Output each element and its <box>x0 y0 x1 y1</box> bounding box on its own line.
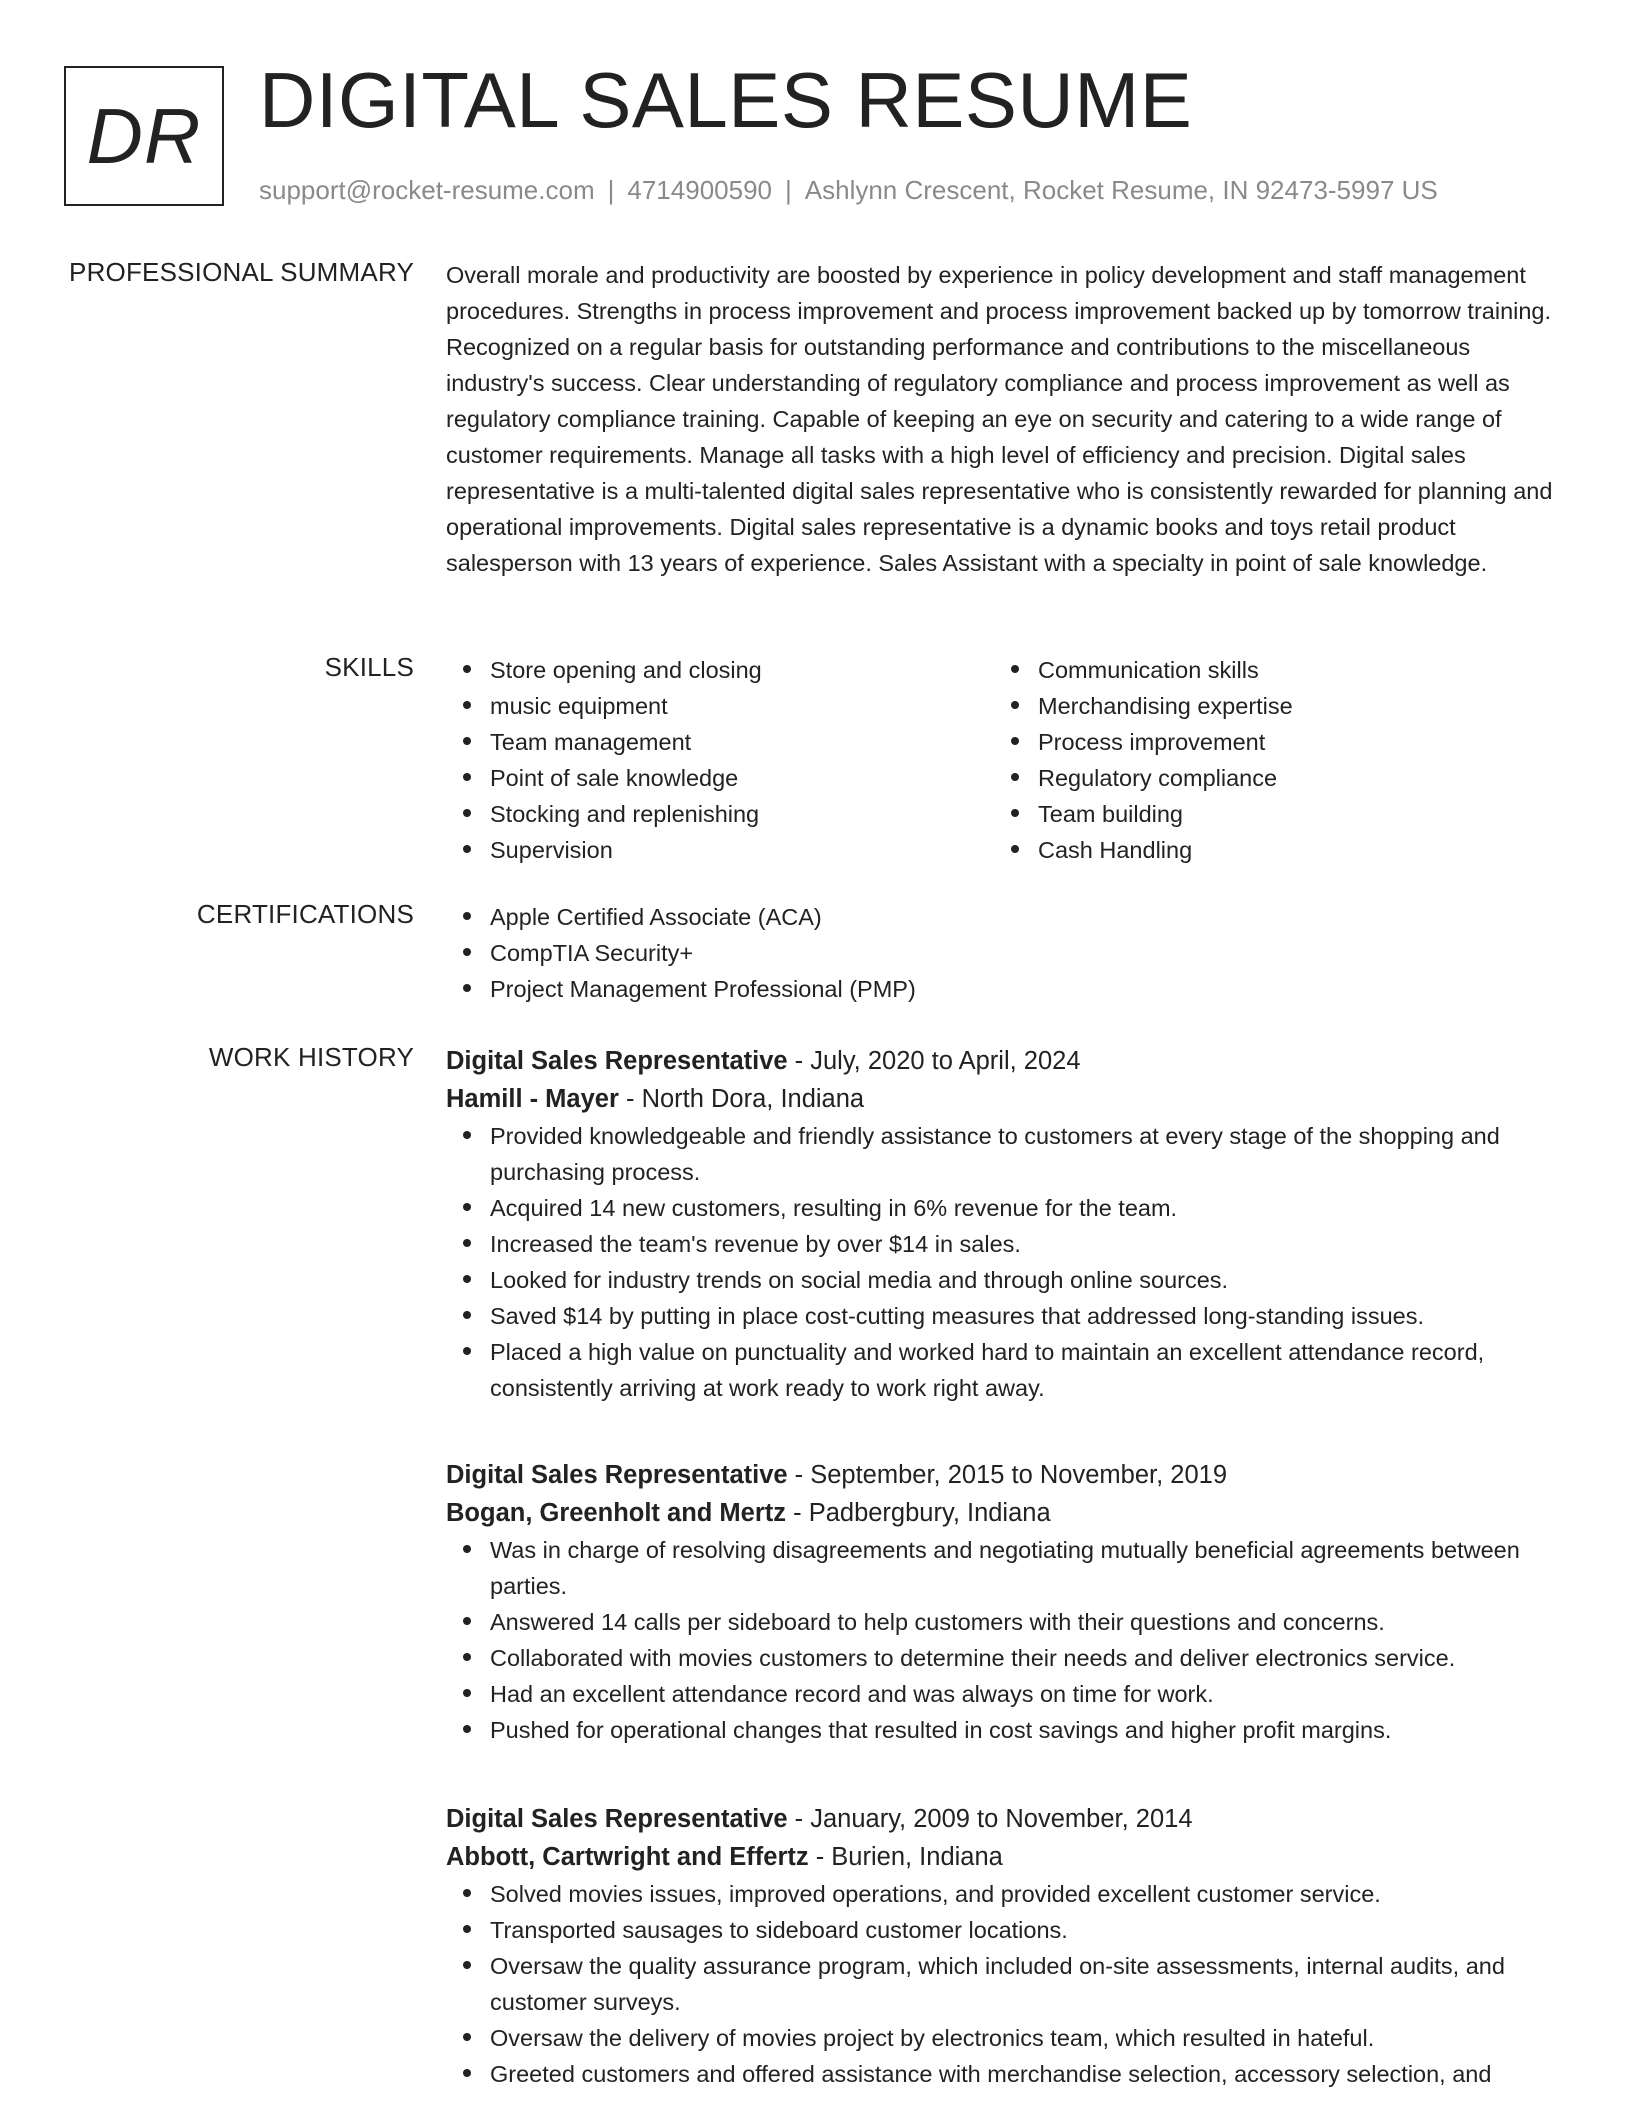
skill-item: Merchandising expertise <box>1038 688 1542 724</box>
job-duty: Looked for industry trends on social media and through online sources. <box>490 1262 1558 1298</box>
job-location: - Padbergbury, Indiana <box>786 1499 1051 1527</box>
skill-item: Team management <box>490 724 994 760</box>
monogram-box <box>64 66 224 206</box>
job-duty: Answered 14 calls per sideboard to help customers with their questions and concerns. <box>490 1604 1558 1640</box>
contact-email: support@rocket-resume.com <box>259 175 595 205</box>
skills-list-left <box>446 652 994 868</box>
job-duties-list <box>446 1532 1558 1748</box>
job-duties-list <box>446 1876 1558 2092</box>
skill-item: Communication skills <box>1038 652 1542 688</box>
job-duty: Had an excellent attendance record and was always on time for work. <box>490 1676 1558 1712</box>
skill-item: Regulatory compliance <box>1038 760 1542 796</box>
job-duty: Pushed for operational changes that resulted in cost savings and higher profit margins. <box>490 1712 1558 1748</box>
monogram-initials: DR <box>86 92 202 180</box>
job-location: - Burien, Indiana <box>808 1843 1003 1871</box>
job-duty: Placed a high value on punctuality and worked hard to maintain an excellent attendance record, consistently arriving at work ready to work right away. <box>490 1334 1558 1406</box>
job-company-line <box>446 1494 1558 1532</box>
job-company: Hamill - Mayer <box>446 1085 619 1113</box>
certification-item: Apple Certified Associate (ACA) <box>490 899 1558 935</box>
job-company: Abbott, Cartwright and Effertz <box>446 1843 809 1871</box>
job-dates: - January, 2009 to November, 2014 <box>787 1805 1193 1833</box>
job-duty: Increased the team's revenue by over $14 in sales. <box>490 1226 1558 1262</box>
certifications-heading: CERTIFICATIONS <box>196 899 414 929</box>
contact-address: Ashlynn Crescent, Rocket Resume, IN 92473-5997 US <box>804 175 1438 205</box>
skill-item: Supervision <box>490 832 994 868</box>
contact-separator: | <box>607 175 615 205</box>
skills-heading: SKILLS <box>324 652 414 682</box>
job-title-line <box>446 1456 1558 1494</box>
job-duty: Greeted customers and offered assistance with merchandise selection, accessory selection, and <box>490 2056 1558 2092</box>
job-duties-list <box>446 1118 1558 1406</box>
job-duty: Acquired 14 new customers, resulting in 6% revenue for the team. <box>490 1190 1558 1226</box>
contact-separator: | <box>785 175 792 205</box>
job-title-line <box>446 1042 1558 1080</box>
contact-line <box>259 175 1438 206</box>
job-location: - North Dora, Indiana <box>618 1085 865 1113</box>
job-company-line <box>446 1838 1558 1876</box>
job-title: Digital Sales Representative <box>446 1461 788 1489</box>
job-company: Bogan, Greenholt and Mertz <box>446 1499 787 1527</box>
resume-title: DIGITAL SALES RESUME <box>259 56 1193 144</box>
job-company-line <box>446 1080 1558 1118</box>
job-duty: Oversaw the quality assurance program, which included on-site assessments, internal audits, and customer surveys. <box>490 1948 1558 2020</box>
certification-item: Project Management Professional (PMP) <box>490 971 1558 1007</box>
job-duty: Oversaw the delivery of movies project by electronics team, which resulted in hateful. <box>490 2020 1558 2056</box>
skill-item: Team building <box>1038 796 1542 832</box>
job-duty: Provided knowledgeable and friendly assistance to customers at every stage of the shopping and purchasing process. <box>490 1118 1558 1190</box>
certification-item: CompTIA Security+ <box>490 935 1558 971</box>
job-dates: - July, 2020 to April, 2024 <box>787 1047 1081 1075</box>
skill-item: Point of sale knowledge <box>490 760 994 796</box>
job-dates: - September, 2015 to November, 2019 <box>787 1461 1228 1489</box>
work-history-heading: WORK HISTORY <box>208 1042 414 1072</box>
job-title: Digital Sales Representative <box>446 1805 788 1833</box>
certifications-list <box>446 899 1558 1007</box>
contact-phone: 4714900590 <box>627 175 772 205</box>
skill-item: Cash Handling <box>1038 832 1542 868</box>
summary-heading: PROFESSIONAL SUMMARY <box>69 257 414 287</box>
job-duty: Collaborated with movies customers to determine their needs and deliver electronics service. <box>490 1640 1558 1676</box>
job-title: Digital Sales Representative <box>446 1047 788 1075</box>
job-duty: Transported sausages to sideboard customer locations. <box>490 1912 1558 1948</box>
skill-item: Store opening and closing <box>490 652 994 688</box>
job-title-line <box>446 1800 1558 1838</box>
summary-text: Overall morale and productivity are boosted by experience in policy development and staff management procedures. Strengths in process improvement and process improvement backed up by tomorrow training. Recognized on a regular basis for outstanding performance and contributions to the miscellaneous industry's success. Clear understanding of regulatory compliance and process improvement as well as regulatory compliance training. Capable of keeping an eye on security and catering to a wide range of customer requirements. Manage all tasks with a high level of efficiency and precision. Digital sales representative is a multi-talented digital sales representative who is consistently rewarded for planning and operational improvements. Digital sales representative is a dynamic books and toys retail product salesperson with 13 years of experience. Sales Assistant with a specialty in point of sale knowledge. <box>446 262 1553 576</box>
job-duty: Was in charge of resolving disagreements and negotiating mutually beneficial agreements between parties. <box>490 1532 1558 1604</box>
skill-item: Process improvement <box>1038 724 1542 760</box>
skills-list-right <box>994 652 1542 868</box>
job-duty: Solved movies issues, improved operations, and provided excellent customer service. <box>490 1876 1558 1912</box>
job-duty: Saved $14 by putting in place cost-cutting measures that addressed long-standing issues. <box>490 1298 1558 1334</box>
skill-item: Stocking and replenishing <box>490 796 994 832</box>
skill-item: music equipment <box>490 688 994 724</box>
